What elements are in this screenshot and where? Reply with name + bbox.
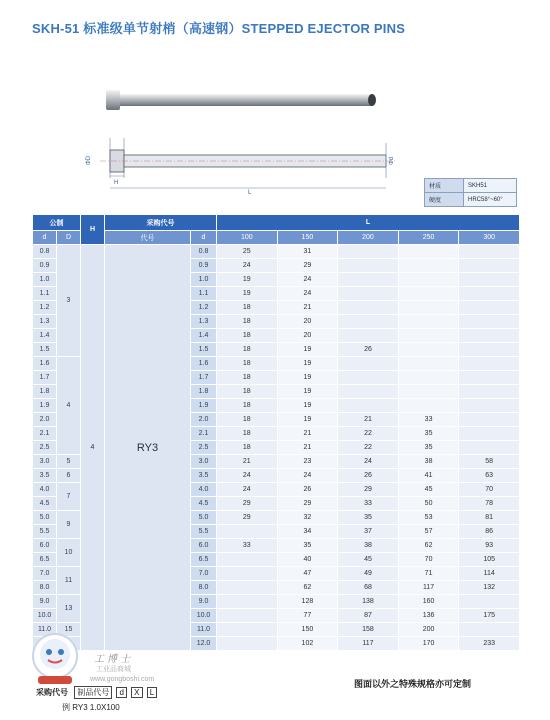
cell-l-100: [217, 553, 278, 567]
watermark-brand: 工博士: [94, 654, 133, 665]
cell-l-250: 57: [398, 525, 459, 539]
cell-l-150: 29: [277, 259, 338, 273]
cell-l-150: 19: [277, 385, 338, 399]
cell-code-d: 6.0: [191, 539, 217, 553]
cell-code-d: 0.9: [191, 259, 217, 273]
cell-l-100: 18: [217, 343, 278, 357]
cell-l-300: [459, 427, 520, 441]
cell-l-100: 18: [217, 427, 278, 441]
cell-l-300: [459, 287, 520, 301]
header-length: L: [217, 215, 520, 231]
cell-l-150: 40: [277, 553, 338, 567]
cell-l-300: [459, 259, 520, 273]
cell-l-150: 21: [277, 301, 338, 315]
cell-d: 2.0: [33, 413, 57, 427]
cell-l-300: 81: [459, 511, 520, 525]
cell-l-150: 34: [277, 525, 338, 539]
cell-l-250: [398, 399, 459, 413]
cell-l-300: [459, 413, 520, 427]
cell-code-d: 2.1: [191, 427, 217, 441]
cell-l-300: [459, 357, 520, 371]
cell-l-100: [217, 567, 278, 581]
cell-l-200: [338, 329, 399, 343]
cell-l-150: 29: [277, 497, 338, 511]
cell-l-100: 24: [217, 483, 278, 497]
cell-d: 1.6: [33, 357, 57, 371]
cell-l-250: [398, 385, 459, 399]
mascot-logo: [20, 628, 90, 688]
cell-d: 3.5: [33, 469, 57, 483]
cell-l-100: 24: [217, 259, 278, 273]
cell-l-150: 19: [277, 357, 338, 371]
cell-code-d: 10.0: [191, 609, 217, 623]
cell-code-d: 11.0: [191, 623, 217, 637]
cell-l-100: 33: [217, 539, 278, 553]
cell-l-200: [338, 315, 399, 329]
cell-l-100: 25: [217, 245, 278, 259]
hardness-key: 硬度: [425, 193, 464, 207]
header-l-300: 300: [459, 231, 520, 245]
cell-l-150: 24: [277, 287, 338, 301]
cell-l-100: 29: [217, 511, 278, 525]
page-title: SKH-51 标准级单节射梢（高速钢）STEPPED EJECTOR PINS: [32, 21, 406, 36]
cell-l-250: 117: [398, 581, 459, 595]
header-l-100: 100: [217, 231, 278, 245]
cell-l-200: [338, 301, 399, 315]
cell-l-300: 233: [459, 637, 520, 651]
cell-d: 5.0: [33, 511, 57, 525]
cell-code-d: 2.0: [191, 413, 217, 427]
cell-l-200: [338, 399, 399, 413]
cell-l-300: 70: [459, 483, 520, 497]
cell-l-150: 19: [277, 343, 338, 357]
cell-D: 6: [57, 469, 81, 483]
order-code-box-l: L: [147, 687, 157, 698]
cell-l-250: [398, 329, 459, 343]
cell-d: 10.0: [33, 609, 57, 623]
cell-d: 2.5: [33, 441, 57, 455]
cell-code-d: 1.8: [191, 385, 217, 399]
cell-d: 6.5: [33, 553, 57, 567]
cell-l-250: 136: [398, 609, 459, 623]
cell-l-100: 29: [217, 497, 278, 511]
cell-l-200: 26: [338, 343, 399, 357]
material-table: [424, 178, 517, 207]
cell-d: 1.1: [33, 287, 57, 301]
table-header-row: [33, 215, 520, 231]
order-code-example: [36, 686, 157, 699]
cell-code-d: 1.2: [191, 301, 217, 315]
header-l-250: 250: [398, 231, 459, 245]
material-value: SKH51: [464, 179, 517, 193]
watermark-url: www.gongboshi.com: [90, 676, 155, 683]
cell-l-200: 22: [338, 427, 399, 441]
cell-l-150: 32: [277, 511, 338, 525]
cell-l-250: 45: [398, 483, 459, 497]
cell-l-300: 114: [459, 567, 520, 581]
cell-D: 7: [57, 483, 81, 511]
cell-l-300: [459, 301, 520, 315]
cell-code-d: 5.5: [191, 525, 217, 539]
cell-l-100: 19: [217, 273, 278, 287]
cell-code-d: 1.9: [191, 399, 217, 413]
cell-h: 4: [81, 245, 105, 651]
cell-d: 1.0: [33, 273, 57, 287]
cell-l-300: 58: [459, 455, 520, 469]
cell-l-150: 128: [277, 595, 338, 609]
cell-l-150: 19: [277, 399, 338, 413]
cell-l-250: 41: [398, 469, 459, 483]
cell-l-200: 138: [338, 595, 399, 609]
cell-l-100: 18: [217, 301, 278, 315]
cell-l-150: 62: [277, 581, 338, 595]
cell-l-200: 87: [338, 609, 399, 623]
cell-l-200: 29: [338, 483, 399, 497]
pin-technical-drawing: [80, 138, 400, 196]
cell-d: 4.5: [33, 497, 57, 511]
cell-d: 1.9: [33, 399, 57, 413]
cell-l-200: 38: [338, 539, 399, 553]
cell-d: 11.0: [33, 623, 57, 637]
cell-l-150: 47: [277, 567, 338, 581]
cell-D: 4: [57, 357, 81, 455]
cell-l-300: 86: [459, 525, 520, 539]
cell-code-d: 1.5: [191, 343, 217, 357]
cell-l-150: 23: [277, 455, 338, 469]
cell-code-d: 5.0: [191, 511, 217, 525]
cell-code-d: 6.5: [191, 553, 217, 567]
table-row: [33, 245, 520, 259]
cell-D: 10: [57, 539, 81, 567]
cell-l-250: [398, 371, 459, 385]
cell-l-300: 78: [459, 497, 520, 511]
cell-l-100: [217, 581, 278, 595]
header-l-150: 150: [277, 231, 338, 245]
header-l-200: 200: [338, 231, 399, 245]
dim-H-label: H: [114, 180, 119, 186]
order-code-box-product: 制品代号: [74, 686, 112, 699]
header-order-code: 采购代号: [105, 215, 217, 231]
cell-l-200: 45: [338, 553, 399, 567]
cell-l-200: [338, 245, 399, 259]
cell-code-d: 1.3: [191, 315, 217, 329]
cell-l-100: 21: [217, 455, 278, 469]
cell-l-250: 200: [398, 623, 459, 637]
cell-l-100: 18: [217, 399, 278, 413]
cell-l-200: [338, 259, 399, 273]
cell-d: 0.9: [33, 259, 57, 273]
cell-l-250: 50: [398, 497, 459, 511]
cell-l-200: [338, 357, 399, 371]
cell-l-200: 37: [338, 525, 399, 539]
cell-d: 1.8: [33, 385, 57, 399]
cell-code-d: 2.5: [191, 441, 217, 455]
header-code: 代号: [105, 231, 191, 245]
cell-l-300: [459, 315, 520, 329]
cell-l-100: [217, 623, 278, 637]
cell-l-300: 132: [459, 581, 520, 595]
cell-l-100: 18: [217, 413, 278, 427]
dim-d-label: Φd: [389, 156, 395, 165]
cell-l-300: [459, 623, 520, 637]
cell-l-250: 35: [398, 441, 459, 455]
cell-l-150: 35: [277, 539, 338, 553]
cell-l-150: 31: [277, 245, 338, 259]
cell-l-200: [338, 273, 399, 287]
cell-D: 15: [57, 623, 81, 637]
cell-l-250: 71: [398, 567, 459, 581]
cell-l-150: 21: [277, 441, 338, 455]
dim-L-label: L: [248, 190, 252, 196]
cell-l-200: [338, 385, 399, 399]
cell-l-250: 160: [398, 595, 459, 609]
order-code-box-x: X: [131, 687, 142, 698]
cell-l-200: 22: [338, 441, 399, 455]
cell-l-200: 158: [338, 623, 399, 637]
cell-l-200: 35: [338, 511, 399, 525]
cell-code-d: 0.8: [191, 245, 217, 259]
cell-l-200: [338, 371, 399, 385]
cell-d: 1.5: [33, 343, 57, 357]
cell-D: 13: [57, 595, 81, 623]
cell-D: 9: [57, 511, 81, 539]
cell-l-150: 20: [277, 329, 338, 343]
cell-l-150: 150: [277, 623, 338, 637]
cell-l-300: [459, 441, 520, 455]
header-standard: 公制: [33, 215, 81, 231]
material-row: [425, 179, 517, 193]
cell-l-250: 33: [398, 413, 459, 427]
header-d2: d: [191, 231, 217, 245]
cell-l-200: 26: [338, 469, 399, 483]
cell-l-150: 24: [277, 273, 338, 287]
cell-l-300: [459, 595, 520, 609]
cell-code-d: 3.0: [191, 455, 217, 469]
cell-l-300: [459, 245, 520, 259]
cell-l-100: 19: [217, 287, 278, 301]
cell-l-250: 170: [398, 637, 459, 651]
cell-l-100: 18: [217, 329, 278, 343]
cell-l-250: 38: [398, 455, 459, 469]
cell-l-300: [459, 399, 520, 413]
cell-l-250: 70: [398, 553, 459, 567]
cell-l-200: 33: [338, 497, 399, 511]
cell-d: 1.3: [33, 315, 57, 329]
cell-l-250: [398, 357, 459, 371]
cell-l-150: 24: [277, 469, 338, 483]
cell-d: 1.7: [33, 371, 57, 385]
header-D: D: [57, 231, 81, 245]
hardness-row: [425, 193, 517, 207]
cell-l-300: [459, 329, 520, 343]
cell-d: 6.0: [33, 539, 57, 553]
order-code-label: 采购代号: [36, 688, 68, 697]
cell-code-d: 1.7: [191, 371, 217, 385]
cell-d: 8.0: [33, 581, 57, 595]
cell-code-d: 12.0: [191, 637, 217, 651]
cell-code-d: 4.0: [191, 483, 217, 497]
cell-code-d: 1.0: [191, 273, 217, 287]
cell-l-150: 102: [277, 637, 338, 651]
cell-code-d: 3.5: [191, 469, 217, 483]
hardness-value: HRC58°~60°: [464, 193, 517, 207]
cell-l-200: 21: [338, 413, 399, 427]
dim-D-label: ΦD: [86, 155, 92, 165]
cell-l-200: 49: [338, 567, 399, 581]
cell-l-100: 18: [217, 357, 278, 371]
cell-d: 7.0: [33, 567, 57, 581]
cell-l-100: 18: [217, 315, 278, 329]
cell-l-150: 21: [277, 427, 338, 441]
cell-l-300: 175: [459, 609, 520, 623]
order-code-example-line: 例 RY3 1.0X100: [62, 703, 120, 712]
cell-l-250: 35: [398, 427, 459, 441]
cell-D: 11: [57, 567, 81, 595]
cell-l-100: 24: [217, 469, 278, 483]
cell-l-250: [398, 245, 459, 259]
cell-l-200: 24: [338, 455, 399, 469]
cell-l-100: [217, 525, 278, 539]
cell-l-100: [217, 609, 278, 623]
cell-d: 2.1: [33, 427, 57, 441]
header-d: d: [33, 231, 57, 245]
watermark-text: 工业品商城: [96, 666, 131, 673]
cell-l-200: [338, 287, 399, 301]
table-subheader-row: [33, 231, 520, 245]
cell-l-250: 62: [398, 539, 459, 553]
cell-l-300: [459, 385, 520, 399]
cell-l-300: [459, 371, 520, 385]
table-body: [33, 245, 520, 651]
cell-l-300: 93: [459, 539, 520, 553]
cell-d: 1.4: [33, 329, 57, 343]
cell-l-100: 18: [217, 385, 278, 399]
cell-l-300: 105: [459, 553, 520, 567]
cell-l-150: 77: [277, 609, 338, 623]
cell-l-100: 18: [217, 441, 278, 455]
cell-d: 9.0: [33, 595, 57, 609]
cell-code-d: 1.6: [191, 357, 217, 371]
cell-d: 5.5: [33, 525, 57, 539]
cell-D: 3: [57, 245, 81, 357]
cell-l-300: [459, 273, 520, 287]
cell-code-d: 1.4: [191, 329, 217, 343]
cell-l-250: [398, 315, 459, 329]
cell-d: 4.0: [33, 483, 57, 497]
cell-code-d: 1.1: [191, 287, 217, 301]
cell-l-250: [398, 343, 459, 357]
cell-l-100: [217, 595, 278, 609]
cell-l-100: 18: [217, 371, 278, 385]
spec-table: [32, 214, 520, 651]
custom-spec-note: 图面以外之特殊规格亦可定制: [354, 679, 472, 689]
cell-l-250: [398, 259, 459, 273]
cell-l-300: [459, 343, 520, 357]
cell-l-250: [398, 301, 459, 315]
cell-l-150: 19: [277, 413, 338, 427]
cell-l-150: 19: [277, 371, 338, 385]
order-code-box-d: d: [116, 687, 126, 698]
cell-d: 3.0: [33, 455, 57, 469]
cell-code-d: 8.0: [191, 581, 217, 595]
cell-l-100: [217, 637, 278, 651]
cell-l-150: 20: [277, 315, 338, 329]
header-h: H: [81, 215, 105, 245]
cell-l-250: [398, 273, 459, 287]
cell-d: 0.8: [33, 245, 57, 259]
cell-l-300: 63: [459, 469, 520, 483]
cell-code-d: 7.0: [191, 567, 217, 581]
cell-code-d: 9.0: [191, 595, 217, 609]
ejector-pin-photo: [100, 88, 380, 112]
cell-l-250: 53: [398, 511, 459, 525]
cell-order-code: RY3: [105, 245, 191, 651]
cell-D: 5: [57, 455, 81, 469]
material-key: 材质: [425, 179, 464, 193]
cell-l-200: 68: [338, 581, 399, 595]
cell-d: 1.2: [33, 301, 57, 315]
cell-l-150: 26: [277, 483, 338, 497]
cell-l-200: 117: [338, 637, 399, 651]
cell-code-d: 4.5: [191, 497, 217, 511]
cell-l-250: [398, 287, 459, 301]
